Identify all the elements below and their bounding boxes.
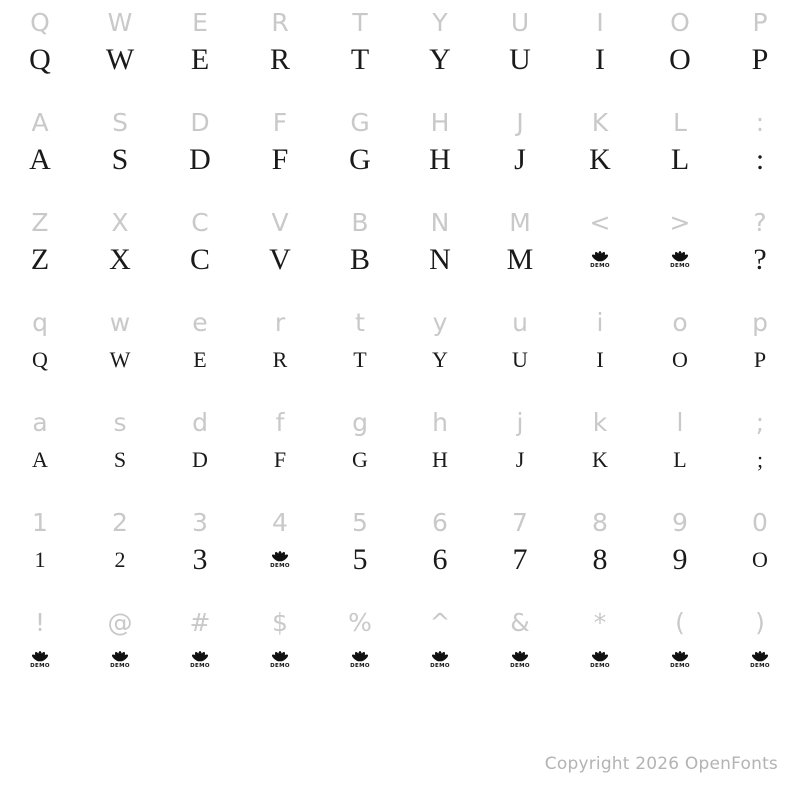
key-label: D	[190, 108, 210, 137]
demo-placeholder-glyph	[0, 642, 80, 678]
rendered-glyph: W	[105, 43, 135, 76]
glyph-cell	[480, 200, 560, 300]
key-label: &	[510, 608, 530, 637]
key-label: ;	[755, 408, 765, 437]
rendered-glyph: X	[109, 243, 131, 276]
glyph-cell	[720, 300, 800, 400]
rendered-glyph: 6	[432, 543, 448, 576]
glyph-cell	[720, 400, 800, 500]
key-label: w	[109, 308, 131, 337]
glyph-cell	[560, 200, 640, 300]
rendered-glyph: H	[432, 447, 448, 472]
rendered-glyph: P	[751, 43, 769, 76]
glyph-cell	[240, 100, 320, 200]
key-label: 9	[672, 508, 688, 537]
glyph-cell	[80, 100, 160, 200]
key-label: f	[275, 408, 285, 437]
rendered-glyph: K	[589, 143, 611, 176]
demo-watermark-label: DEMO	[270, 563, 290, 570]
rendered-glyph: F	[271, 143, 289, 176]
rendered-glyph: 7	[512, 543, 528, 576]
flower-demo-icon	[507, 649, 533, 675]
key-label: V	[271, 208, 289, 237]
key-label: ^	[429, 608, 451, 637]
key-label: X	[111, 208, 129, 237]
glyph-cell	[720, 600, 800, 700]
glyph-cell	[480, 600, 560, 700]
key-label: E	[192, 8, 208, 37]
glyph-cell	[160, 200, 240, 300]
rendered-glyph: A	[32, 447, 48, 472]
glyph-cell	[400, 600, 480, 700]
glyph-cell	[400, 0, 480, 100]
glyph-cell	[320, 100, 400, 200]
rendered-glyph: S	[111, 143, 129, 176]
rendered-glyph: G	[349, 143, 371, 176]
demo-watermark-label: DEMO	[190, 663, 210, 670]
demo-watermark-label: DEMO	[430, 663, 450, 670]
key-label: g	[352, 408, 368, 437]
key-label: 5	[352, 508, 368, 537]
rendered-glyph: G	[352, 447, 368, 472]
rendered-glyph: 3	[192, 543, 208, 576]
rendered-glyph: J	[514, 143, 526, 176]
glyph-cell	[240, 400, 320, 500]
glyph-cell	[480, 100, 560, 200]
key-label: :	[755, 108, 765, 137]
key-label: ?	[753, 208, 767, 237]
glyph-cell	[400, 300, 480, 400]
key-label: S	[112, 108, 128, 137]
demo-watermark-label: DEMO	[510, 663, 530, 670]
rendered-glyph: Y	[432, 347, 448, 372]
flower-demo-icon	[747, 649, 773, 675]
key-label: A	[31, 108, 49, 137]
rendered-glyph: W	[109, 347, 131, 372]
key-label: t	[355, 308, 365, 337]
glyph-cell	[0, 200, 80, 300]
glyph-cell	[640, 400, 720, 500]
rendered-glyph: R	[269, 43, 290, 76]
glyph-cell	[240, 0, 320, 100]
flower-demo-icon	[267, 549, 293, 575]
key-label: a	[32, 408, 48, 437]
rendered-glyph: K	[592, 447, 608, 472]
rendered-glyph: 8	[592, 543, 608, 576]
key-label: O	[670, 8, 690, 37]
glyph-cell	[0, 600, 80, 700]
demo-watermark-label: DEMO	[30, 663, 50, 670]
flower-demo-icon	[427, 649, 453, 675]
key-label: G	[350, 108, 370, 137]
flower-demo-icon	[267, 649, 293, 675]
key-label: (	[675, 608, 685, 637]
rendered-glyph: 5	[352, 543, 368, 576]
key-label: R	[271, 8, 289, 37]
rendered-glyph: O	[672, 347, 688, 372]
demo-placeholder-glyph	[720, 642, 800, 678]
flower-demo-icon	[587, 649, 613, 675]
glyph-cell	[640, 500, 720, 600]
rendered-glyph: A	[29, 143, 51, 176]
key-label: j	[516, 408, 524, 437]
demo-watermark-label: DEMO	[750, 663, 770, 670]
glyph-cell	[640, 0, 720, 100]
rendered-glyph: B	[349, 243, 370, 276]
rendered-glyph: Y	[429, 43, 451, 76]
key-label: Q	[30, 8, 50, 37]
key-label: p	[752, 308, 768, 337]
demo-placeholder-glyph	[160, 642, 240, 678]
rendered-glyph: D	[192, 447, 208, 472]
glyph-cell	[0, 300, 80, 400]
glyph-cell	[320, 500, 400, 600]
glyph-cell	[560, 600, 640, 700]
rendered-glyph: H	[429, 143, 451, 176]
glyph-cell	[560, 300, 640, 400]
glyph-cell	[160, 600, 240, 700]
glyph-cell	[0, 0, 80, 100]
demo-watermark-label: DEMO	[590, 663, 610, 670]
rendered-glyph: D	[189, 143, 211, 176]
rendered-glyph: Q	[32, 347, 48, 372]
key-label: 3	[192, 508, 208, 537]
glyph-cell	[0, 400, 80, 500]
flower-demo-icon	[107, 649, 133, 675]
key-label: H	[430, 108, 450, 137]
key-label: d	[192, 408, 208, 437]
rendered-glyph: F	[273, 447, 287, 472]
key-label: T	[352, 8, 368, 37]
glyph-cell	[480, 300, 560, 400]
demo-placeholder-glyph	[560, 642, 640, 678]
demo-placeholder-glyph	[480, 642, 560, 678]
rendered-glyph: E	[190, 43, 210, 76]
key-label: q	[32, 308, 48, 337]
demo-watermark-label: DEMO	[590, 263, 610, 270]
demo-watermark-label: DEMO	[670, 663, 690, 670]
key-label: I	[596, 8, 604, 37]
glyph-cell	[720, 500, 800, 600]
glyph-cell	[720, 0, 800, 100]
flower-demo-icon	[347, 649, 373, 675]
key-label: !	[34, 608, 46, 637]
demo-placeholder-glyph	[400, 642, 480, 678]
key-label: >	[669, 208, 691, 237]
glyph-cell	[320, 200, 400, 300]
key-label: k	[592, 408, 608, 437]
demo-placeholder-glyph	[240, 642, 320, 678]
key-label: 1	[32, 508, 48, 537]
key-label: C	[191, 208, 209, 237]
key-label: o	[672, 308, 688, 337]
glyph-cell	[240, 600, 320, 700]
key-label: *	[593, 608, 607, 637]
copyright-footer: Copyright 2026 OpenFonts	[544, 754, 778, 774]
glyph-cell	[0, 100, 80, 200]
demo-watermark-label: DEMO	[270, 663, 290, 670]
demo-watermark-label: DEMO	[350, 663, 370, 670]
key-label: )	[755, 608, 765, 637]
glyph-cell	[640, 600, 720, 700]
rendered-glyph: C	[189, 243, 210, 276]
glyph-cell	[320, 400, 400, 500]
glyph-cell	[0, 500, 80, 600]
glyph-cell	[560, 0, 640, 100]
rendered-glyph: T	[353, 347, 367, 372]
key-label: F	[272, 108, 288, 137]
key-label: P	[752, 8, 768, 37]
key-label: 4	[272, 508, 288, 537]
key-label: Y	[432, 8, 448, 37]
rendered-glyph: L	[673, 447, 687, 472]
key-label: N	[430, 208, 450, 237]
rendered-glyph: I	[596, 347, 604, 372]
glyph-cell	[720, 200, 800, 300]
glyph-cell	[240, 500, 320, 600]
key-label: i	[596, 308, 604, 337]
glyph-cell	[400, 500, 480, 600]
rendered-glyph: U	[512, 347, 528, 372]
key-label: 2	[112, 508, 128, 537]
key-label: W	[107, 8, 133, 37]
demo-placeholder-glyph	[560, 242, 640, 278]
key-label: B	[351, 208, 369, 237]
glyph-cell	[160, 0, 240, 100]
key-label: U	[510, 8, 530, 37]
rendered-glyph: E	[193, 347, 207, 372]
glyph-cell	[560, 500, 640, 600]
glyph-cell	[560, 400, 640, 500]
glyph-cell	[400, 400, 480, 500]
key-label: 8	[592, 508, 608, 537]
glyph-cell	[160, 400, 240, 500]
glyph-cell	[320, 600, 400, 700]
glyph-cell	[400, 100, 480, 200]
flower-demo-icon	[27, 649, 53, 675]
rendered-glyph: 9	[672, 543, 688, 576]
rendered-glyph: O	[669, 43, 691, 76]
key-label: h	[432, 408, 448, 437]
glyph-cell	[160, 300, 240, 400]
rendered-glyph: I	[595, 43, 605, 76]
glyph-cell	[320, 300, 400, 400]
glyph-cell	[480, 400, 560, 500]
rendered-glyph: Z	[30, 243, 50, 276]
rendered-glyph: 1	[34, 547, 46, 572]
key-label: u	[512, 308, 528, 337]
rendered-glyph: Q	[29, 43, 51, 76]
glyph-cell	[80, 300, 160, 400]
rendered-glyph: P	[753, 347, 767, 372]
flower-demo-icon	[667, 649, 693, 675]
glyph-cell	[80, 500, 160, 600]
rendered-glyph: L	[670, 143, 690, 176]
glyph-cell	[720, 100, 800, 200]
rendered-glyph: :	[755, 143, 765, 176]
glyph-cell	[240, 200, 320, 300]
rendered-glyph: N	[429, 243, 451, 276]
key-label: s	[113, 408, 127, 437]
key-label: r	[274, 308, 286, 337]
demo-watermark-label: DEMO	[110, 663, 130, 670]
rendered-glyph: R	[272, 347, 288, 372]
rendered-glyph: V	[269, 243, 291, 276]
rendered-glyph: J	[515, 447, 525, 472]
glyph-cell	[640, 200, 720, 300]
key-label: @	[107, 608, 133, 637]
key-label: K	[591, 108, 609, 137]
key-label: e	[192, 308, 208, 337]
rendered-glyph: 2	[114, 547, 126, 572]
flower-demo-icon	[587, 249, 613, 275]
key-label: l	[676, 408, 684, 437]
demo-watermark-label: DEMO	[670, 263, 690, 270]
key-label: Z	[31, 208, 49, 237]
key-label: #	[189, 608, 211, 637]
key-label: L	[673, 108, 687, 137]
demo-placeholder-glyph	[640, 642, 720, 678]
key-label: $	[272, 608, 288, 637]
glyph-cell	[80, 400, 160, 500]
key-label: y	[432, 308, 448, 337]
demo-placeholder-glyph	[640, 242, 720, 278]
key-label: 6	[432, 508, 448, 537]
key-label: J	[516, 108, 524, 137]
key-label: %	[348, 608, 372, 637]
glyph-cell	[480, 500, 560, 600]
glyph-cell	[240, 300, 320, 400]
glyph-cell	[640, 300, 720, 400]
rendered-glyph: ;	[756, 447, 764, 472]
demo-placeholder-glyph	[80, 642, 160, 678]
key-label: 7	[512, 508, 528, 537]
glyph-cell	[320, 0, 400, 100]
glyph-cell	[480, 0, 560, 100]
rendered-glyph: S	[113, 447, 127, 472]
flower-demo-icon	[187, 649, 213, 675]
key-label: <	[589, 208, 611, 237]
demo-placeholder-glyph	[240, 542, 320, 578]
glyph-cell	[160, 100, 240, 200]
key-label: 0	[752, 508, 768, 537]
glyph-cell	[160, 500, 240, 600]
rendered-glyph: O	[752, 547, 768, 572]
glyph-cell	[560, 100, 640, 200]
key-label: M	[509, 208, 531, 237]
rendered-glyph: U	[509, 43, 531, 76]
demo-placeholder-glyph	[320, 642, 400, 678]
rendered-glyph: T	[350, 43, 370, 76]
rendered-glyph: ?	[753, 243, 767, 276]
glyph-cell	[80, 0, 160, 100]
glyph-cell	[80, 600, 160, 700]
flower-demo-icon	[667, 249, 693, 275]
glyph-cell	[400, 200, 480, 300]
glyph-cell	[80, 200, 160, 300]
glyph-cell	[640, 100, 720, 200]
rendered-glyph: M	[506, 243, 534, 276]
